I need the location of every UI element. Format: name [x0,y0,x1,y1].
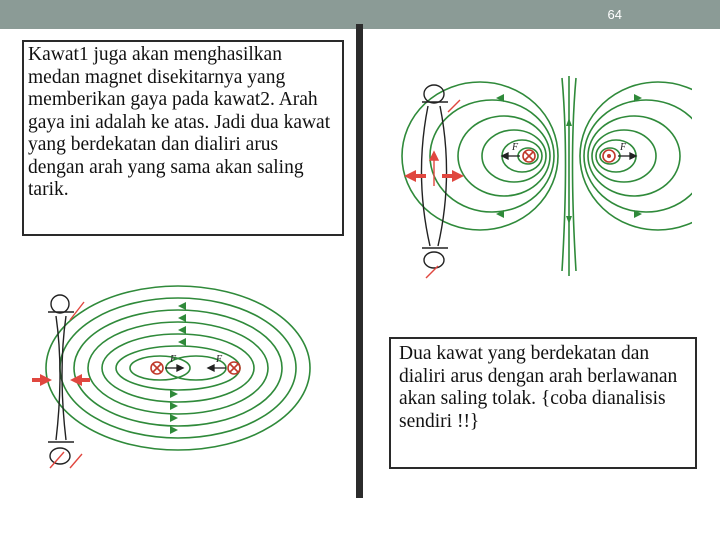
force-label-left: F [512,142,519,153]
repel-explanation-text: Dua kawat yang berdekatan dan dialiri arus dengan arah berlawanan akan saling tolak. {coba dianalisis sendiri !!} [399,343,678,432]
repel-field-diagram [392,66,692,286]
attract-explanation-box [22,40,344,236]
attract-explanation-text: Kawat1 juga akan menghasilkan medan magnet disekitarnya yang memberikan gaya pada kawat2. Arah gaya ini adalah ke atas. Jadi dua kawat yang berdekatan dan dialiri arus dengan arah yang sama akan saling tarik. [28,44,331,200]
force-label-right: F [216,354,223,365]
vertical-divider [356,24,363,498]
force-label-right: F [620,142,627,153]
repel-explanation-box [389,337,697,469]
attract-field-diagram [30,272,320,472]
force-label-left: F [170,354,177,365]
page-number: 64 [607,7,622,22]
